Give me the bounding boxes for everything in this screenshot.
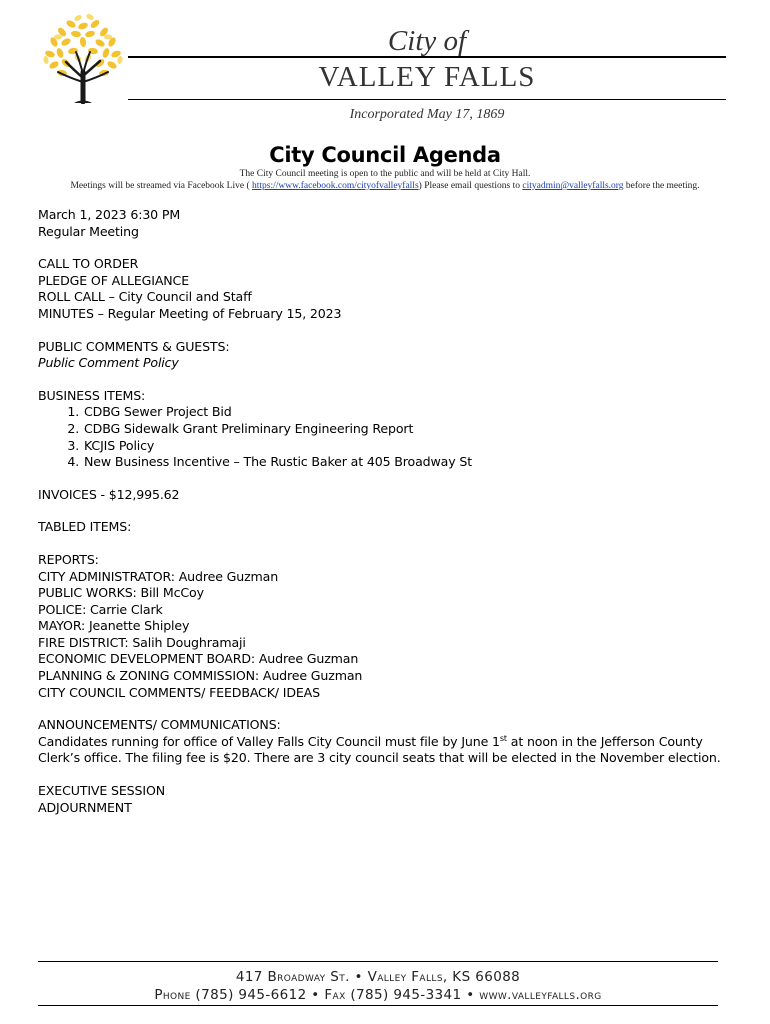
footer-address: 417 Broadway St. • Valley Falls, KS 66088: [235, 969, 521, 985]
announcement-superscript: st: [499, 733, 507, 743]
announcement-text: [38, 734, 728, 767]
report-item: FIRE DISTRICT: Salih Doughramaji: [38, 634, 246, 650]
notice-text-before: Meetings will be streamed via Facebook Live (: [70, 181, 250, 191]
city-name: VALLEY FALLS: [318, 61, 536, 93]
facebook-link[interactable]: https://www.facebook.com/cityofvalleyfalls: [252, 181, 419, 191]
public-comment-policy: Public Comment Policy: [38, 355, 179, 371]
incorporated-date: Incorporated May 17, 1869: [349, 107, 505, 122]
footer-rule-top: [38, 961, 718, 962]
agenda-body: [38, 207, 738, 816]
agenda-item: ROLL CALL – City Council and Staff: [38, 289, 252, 305]
report-item: POLICE: Carrie Clark: [38, 601, 163, 617]
footer-rule-bottom: [38, 1005, 718, 1006]
section-heading-public-comments: PUBLIC COMMENTS & GUESTS:: [38, 338, 230, 354]
section-heading-tabled: TABLED ITEMS:: [38, 519, 132, 535]
page-title: City Council Agenda: [269, 143, 501, 167]
agenda-item: CALL TO ORDER: [38, 256, 139, 272]
tree-logo-icon: [38, 12, 128, 104]
announcement-text-before: Candidates running for office of Valley Falls City Council must file by June 1: [38, 733, 500, 749]
agenda-item: PLEDGE OF ALLEGIANCE: [38, 272, 190, 288]
section-heading-announcements: ANNOUNCEMENTS/ COMMUNICATIONS:: [38, 717, 281, 733]
agenda-item: EXECUTIVE SESSION: [38, 783, 165, 799]
notice-text-after: before the meeting.: [625, 181, 700, 191]
list-item: 4. New Business Incentive – The Rustic Baker at 405 Broadway St: [83, 454, 738, 471]
report-item: MAYOR: Jeanette Shipley: [38, 618, 190, 634]
report-item: CITY COUNCIL COMMENTS/ FEEDBACK/ IDEAS: [38, 684, 320, 700]
report-item: CITY ADMINISTRATOR: Audree Guzman: [38, 568, 279, 584]
header-rule-bottom: [128, 99, 726, 100]
report-item: ECONOMIC DEVELOPMENT BOARD: Audree Guzman: [38, 651, 359, 667]
section-heading-business: BUSINESS ITEMS:: [38, 387, 146, 403]
list-item: 1. CDBG Sewer Project Bid: [83, 404, 738, 421]
meeting-datetime: March 1, 2023 6:30 PM: [38, 207, 181, 222]
section-heading-reports: REPORTS:: [38, 551, 99, 567]
footer-contact: Phone (785) 945-6612 • Fax (785) 945-3341 • www.valleyfalls.org: [154, 987, 602, 1003]
agenda-item: MINUTES – Regular Meeting of February 15, 2023: [38, 305, 342, 321]
notice-line-1: The City Council meeting is open to the public and will be held at City Hall.: [239, 169, 531, 179]
meeting-type: Regular Meeting: [38, 223, 139, 239]
report-item: PLANNING & ZONING COMMISSION: Audree Guzman: [38, 668, 363, 684]
notice-line-2: [0, 180, 770, 192]
city-of-label: City of: [387, 25, 467, 57]
report-item: PUBLIC WORKS: Bill McCoy: [38, 585, 204, 601]
announcement-text-after: at noon in the Jefferson County Clerk’s office. The filing fee is $20. There are 3 city council seats that will be elected in the November election.: [38, 733, 721, 766]
list-item: 3. KCJIS Policy: [83, 438, 738, 455]
business-items-list: [38, 404, 738, 470]
agenda-item: ADJOURNMENT: [38, 799, 132, 815]
list-item: 2. CDBG Sidewalk Grant Preliminary Engineering Report: [83, 421, 738, 438]
email-link[interactable]: cityadmin@valleyfalls.org: [522, 181, 624, 191]
invoices-total: INVOICES - $12,995.62: [38, 486, 180, 502]
notice-text-middle: ) Please email questions to: [418, 181, 520, 191]
